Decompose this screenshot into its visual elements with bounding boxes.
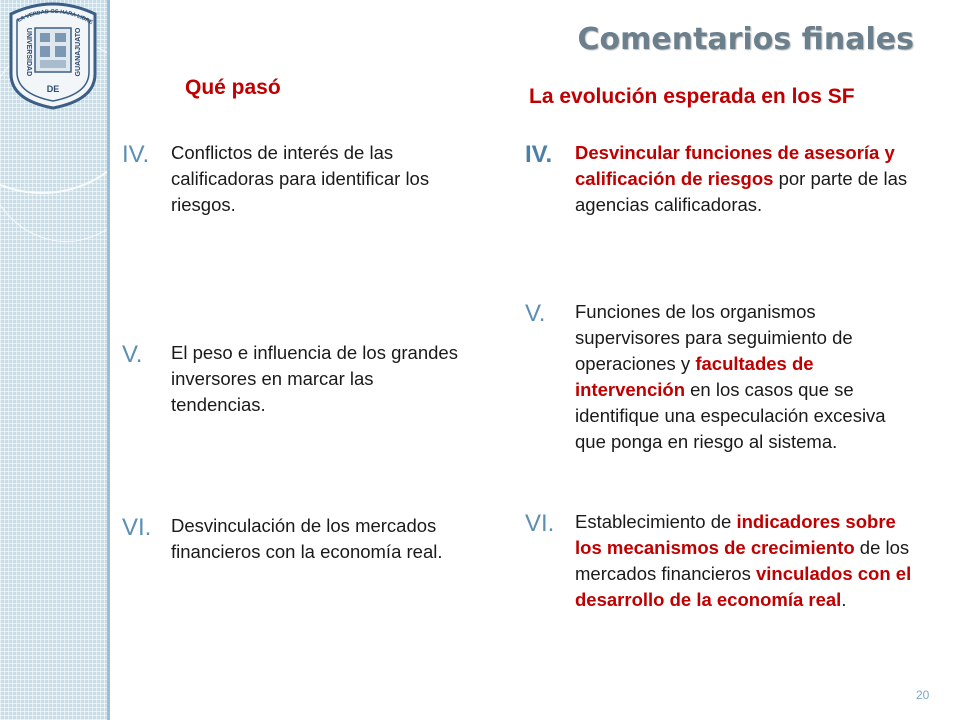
- item-numeral: IV.: [122, 141, 150, 168]
- item-text: El peso e influencia de los grandes inversores en marcar las tendencias.: [171, 342, 458, 415]
- left-column-heading: Qué pasó: [185, 76, 281, 99]
- item-numeral: IV.: [525, 141, 553, 168]
- highlight-text: facultades de intervención: [575, 353, 814, 400]
- body-text: en los casos que se identifique una especulación excesiva que ponga en riesgo al sistema.: [575, 379, 886, 452]
- item-numeral: VI.: [122, 514, 152, 541]
- body-text: Funciones de los organismos supervisores para seguimiento de operaciones y: [575, 301, 853, 374]
- right-column-heading: La evolución esperada en los SF: [529, 85, 855, 108]
- highlight-text: Desvincular funciones de asesoría y calificación de riesgos: [575, 142, 895, 189]
- university-seal-logo: [3, 0, 103, 112]
- sidebar-edge: [107, 0, 110, 720]
- item-text: [575, 509, 920, 613]
- item-numeral: V.: [122, 341, 143, 368]
- item-numeral: V.: [525, 300, 546, 327]
- logo-bottom-text: DE: [46, 84, 60, 94]
- logo-right-text: GUANAJUATO: [75, 27, 82, 77]
- highlight-text: indicadores sobre los mecanismos de crecimiento: [575, 511, 896, 558]
- sidebar-decoration: [0, 0, 107, 720]
- slide-title: Comentarios finales: [577, 22, 914, 57]
- logo-motto: LA VERDAD OS HARA LIBRE: [16, 8, 94, 27]
- highlight-text: vinculados con el desarrollo de la economía real: [575, 563, 912, 610]
- item-text: Conflictos de interés de las calificadoras para identificar los riesgos.: [171, 142, 430, 215]
- body-text: .: [841, 589, 847, 610]
- item-text: Desvinculación de los mercados financieros con la economía real.: [171, 515, 443, 562]
- item-text: [575, 299, 920, 455]
- body-text: por parte de las agencias calificadoras.: [575, 168, 908, 215]
- body-text: de los mercados financieros: [575, 537, 910, 584]
- logo-left-text: UNIVERSIDAD: [25, 27, 32, 77]
- body-text: Establecimiento de: [575, 511, 737, 532]
- page-number: 20: [916, 688, 930, 702]
- item-text: [575, 140, 920, 218]
- item-numeral: VI.: [525, 510, 555, 537]
